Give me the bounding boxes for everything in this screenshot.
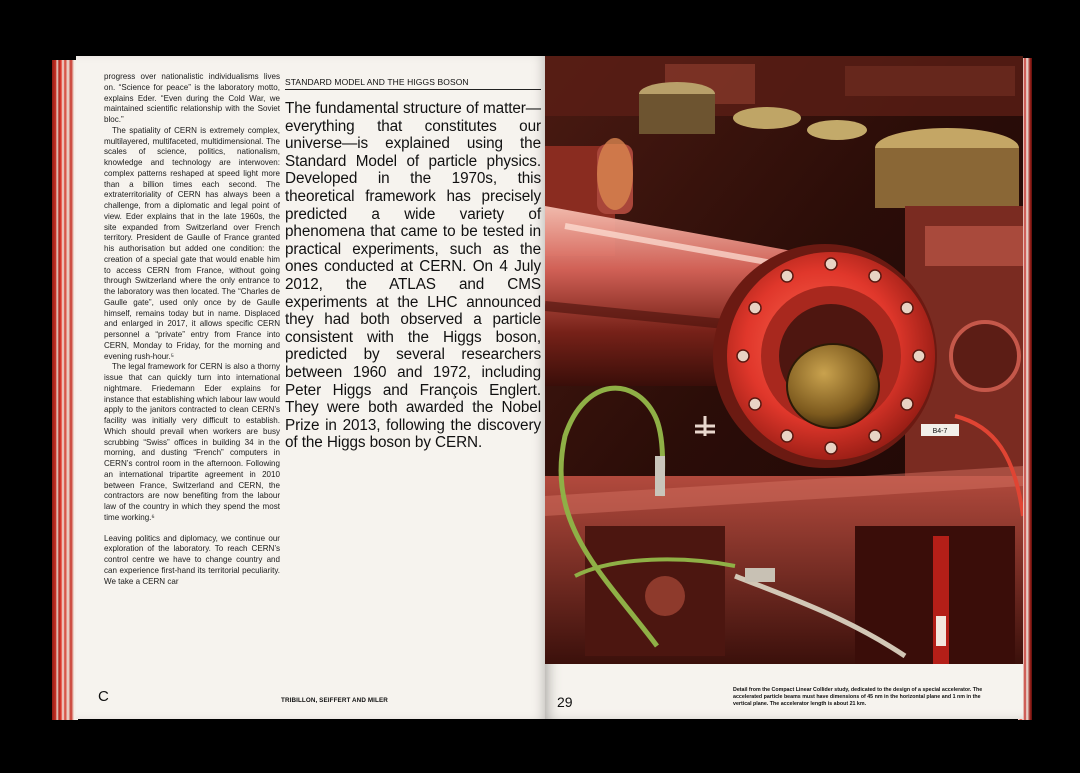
folio-letter: C <box>98 688 109 705</box>
photo-caption: Detail from the Compact Linear Collider study, dedicated to the design of a special accelerator. The accelerated particle beams must have dimensions of 45 nm in the horizontal plane and 1 nm in the vertical plane. The accelerator length is about 21 km. <box>733 687 983 707</box>
paragraph: The legal framework for CERN is also a thorny issue that can quickly turn into international nightmare. Friedemann Eder explains for instance that establishing which labour law would apply to the janitors contracted to clean CERN’s facility was initially very difficult to establish. Which should prevail when workers are busy scrubbing “Swiss” offices in building 34 in the morning, and dusting “French” computers in CERN’s control room in the afternoon. Following an international tripartite agreement in 2010 between France, Switzerland and CERN, the contractors are now benefiting from the labour law of the country in which they spend the most time working.⁶ <box>104 362 280 522</box>
body-column <box>104 72 280 587</box>
lead-paragraph: The fundamental structure of matter—everything that constitutes our universe—is explained using the Standard Model of particle physics. Developed in the 1970s, this theoretical framework has precisely predicted a wide variety of phenomena that came to be tested in practical experiments, such as the ones conducted at CERN. On 4 July 2012, the ATLAS and CMS experiments at the LHC announced they had both observed a particle consistent with the Higgs boson, predicted by several researchers between 1960 and 1972, including Peter Higgs and François Englert. They were both awarded the Nobel Prize in 2013, following the discovery of the Higgs boson by CERN. <box>285 100 541 452</box>
page-number: 29 <box>557 694 573 710</box>
accelerator-illustration <box>545 56 1023 664</box>
page-edges-left <box>52 60 78 720</box>
running-footer: TRIBILLON, SEIFFERT AND MILER <box>281 697 388 704</box>
paragraph: Leaving politics and diplomacy, we continue our exploration of the laboratory. To reach CERN’s control centre we have to change country and can experience first-hand its territorial peculiarity. We take a CERN car <box>104 533 280 586</box>
paragraph: progress over nationalistic individualisms lives on. “Science for peace” is the laboratory motto, explains Eder. “Even during the Cold War, we maintained scientific relationship with the Soviet bloc.” <box>104 72 280 124</box>
accelerator-photo <box>545 56 1023 664</box>
section-heading: STANDARD MODEL AND THE HIGGS BOSON <box>285 77 541 90</box>
label-plate-text: B4-7 <box>932 428 948 435</box>
paragraph: The spatiality of CERN is extremely complex, multilayered, multifaceted, multidimensional. The scales of science, politics, nationalism, knowledge and technology are interwoven: complex patterns reshaped at speed light more than a billion times each second. The extraterritoriality of CERN has always been a challenge, from a diplomatic and legal point of view. Eder explains that in the late 1960s, the site expanded from Switzerland over French territory. President de Gaulle of France granted his authorisation but added one condition: the creation of a special gate that would enable him to access CERN from France, without going through Switzerland where the only entrance to the laboratory was then located. The “Charles de Gaulle gate”, used only once by de Gaulle himself, remains today but in name. Displaced and enlarged in 2017, it allows specific CERN personnel a “private” entry from France into CERN, Monday to Friday, for the morning and evening rush-hour.⁵ <box>104 125 280 361</box>
left-page <box>76 56 546 719</box>
right-page <box>545 56 1023 719</box>
